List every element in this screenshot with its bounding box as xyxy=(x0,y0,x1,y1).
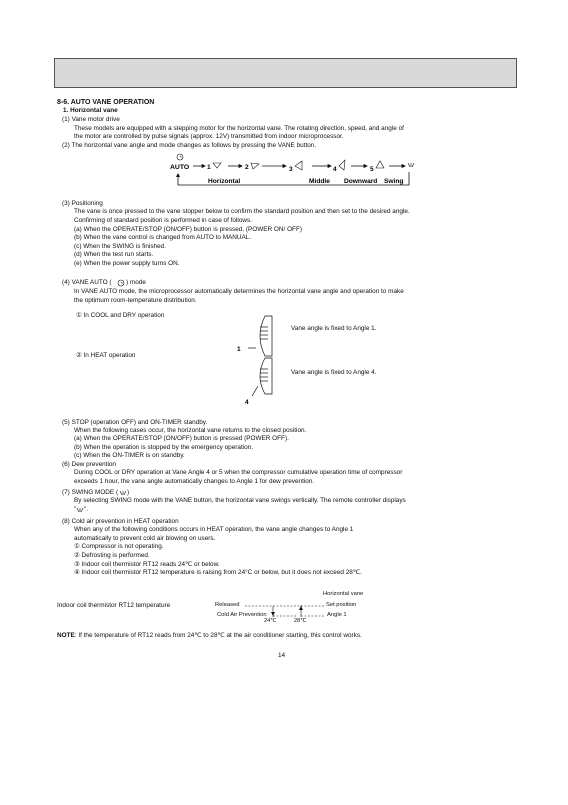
cycle-angle-1: 1 xyxy=(207,164,211,171)
cycle-label-horizontal: Horizontal xyxy=(208,178,241,185)
horizontal-vane-label: Horizontal vane xyxy=(323,591,364,597)
item-3-line-2: Confirming of standard position is performed in case of follows. xyxy=(74,217,252,224)
item-6-title: (6) Dew prevention xyxy=(62,461,116,468)
item-7-line-1: By selecting SWING mode with the VANE button, the horizontal vane swings vertically. The remote controller displays xyxy=(74,497,406,504)
item-3-d: (d) When the test run starts. xyxy=(74,251,154,258)
item-5-c: (c) When the ON-TIMER is on standby. xyxy=(74,452,185,459)
item-8-line-1: When any of the following conditions occurs in HEAT operation, the vane angle changes to Angle 1 xyxy=(74,526,354,533)
angle-2-icon xyxy=(251,163,259,169)
note xyxy=(57,632,362,640)
cycle-label-swing: Swing xyxy=(384,178,404,185)
angle-1-label: Angle 1 xyxy=(327,612,347,618)
cycle-label-middle: Middle xyxy=(309,178,330,185)
item-5-line-1: When the following cases occur, the horizontal vane returns to the closed position. xyxy=(74,427,307,434)
vane-auto-inline-icon xyxy=(118,280,124,286)
item-1-line-1: These models are equipped with a stepping motor for the horizontal vane. The rotating direction, speed, and angle of xyxy=(74,125,404,132)
indoor-unit-angle-1-figure xyxy=(248,316,272,356)
angle-1-note: Vane angle is fixed to Angle 1. xyxy=(291,325,377,332)
angle-1-icon xyxy=(213,163,221,168)
item-8-cond-1: ① Compressor is not operating. xyxy=(74,543,164,550)
cool-dry-label: ① In COOL and DRY operation xyxy=(76,312,165,319)
item-6-line-2: exceeds 1 hour, the vane angle automatically changes to Angle 1 for dew prevention. xyxy=(74,478,315,485)
angle-4-icon xyxy=(339,160,345,170)
heat-label: ② In HEAT operation xyxy=(76,352,136,359)
vane-auto-icon xyxy=(177,154,183,160)
item-8-line-2: automatically to prevent cold air blowing on users. xyxy=(74,535,216,542)
subsection-title: 1. Horizontal vane xyxy=(63,107,118,114)
item-3-b: (b) When the vane control is changed from AUTO to MANUAL. xyxy=(74,234,252,241)
swing-display-icon xyxy=(77,508,83,512)
item-3-a: (a) When the OPERATE/STOP (ON/OFF) button is pressed. (POWER ON/ OFF) xyxy=(74,226,302,233)
note-text: : If the temperature of RT12 reads from 24℃ to 28℃ at the air conditioner starting, this control works. xyxy=(74,632,362,639)
temp-28-label: 28℃ xyxy=(294,618,307,624)
section-title: 8-6. AUTO VANE OPERATION xyxy=(57,99,155,106)
angle-3-icon xyxy=(295,161,302,170)
item-1-line-2: the motor are controlled by pulse signals (approx. 12V) transmitted from indoor microprocessor. xyxy=(74,133,344,140)
item-3-title: (3) Positioning xyxy=(62,200,103,207)
swing-inline-icon xyxy=(120,491,126,495)
down-arrow xyxy=(271,612,275,616)
cycle-angle-5: 5 xyxy=(370,166,374,173)
item-8-cond-2: ② Defrosting is performed. xyxy=(74,552,150,559)
cycle-angle-4: 4 xyxy=(333,166,337,173)
cycle-auto: AUTO xyxy=(170,164,190,171)
item-4-line-2: the optimum room-temperature distribution. xyxy=(74,297,197,304)
item-7-line-2-post: ". xyxy=(84,506,89,513)
page-number: 14 xyxy=(278,652,286,659)
cold-air-prevention-label: Cold Air Prevention xyxy=(217,612,267,618)
cycle-angle-3: 3 xyxy=(289,166,293,173)
item-4-line-1: In VANE AUTO mode, the microprocessor automatically determines the horizontal vane angle and operation to make xyxy=(74,288,404,295)
item-3-line-1: The vane is once pressed to the vane stopper below to confirm the standard position and then set to the desired angle. xyxy=(74,208,410,215)
item-1-title: (1) Vane motor drive xyxy=(62,116,120,123)
item-8-cond-3: ③ Indoor coil thermistor RT12 reads 24℃ or below. xyxy=(74,561,220,568)
swing-icon xyxy=(408,163,414,167)
released-label: Released xyxy=(215,602,240,608)
cycle-label-downward: Downward xyxy=(344,178,378,185)
item-5-b: (b) When the operation is stopped by the emergency operation. xyxy=(74,444,254,451)
set-position-label: Set position xyxy=(326,602,357,608)
note-label: NOTE xyxy=(57,632,75,639)
cycle-angle-2: 2 xyxy=(245,164,249,171)
figure-label-4: 4 xyxy=(245,399,249,406)
item-7-title-pre: (7) SWING MODE ( xyxy=(62,489,119,496)
indoor-unit-angle-4-figure xyxy=(252,358,272,396)
thermistor-label: Indoor coil thermistor RT12 temperature xyxy=(57,602,171,609)
item-4-title-pre: (4) VANE AUTO ( xyxy=(62,279,112,286)
item-5-a: (a) When the OPERATE/STOP (ON/OFF) button is pressed (POWER OFF). xyxy=(74,435,289,442)
temp-24-label: 24℃ xyxy=(264,618,277,624)
up-arrow xyxy=(299,606,303,610)
angle-5-icon xyxy=(376,161,384,168)
item-5-title: (5) STOP (operation OFF) and ON-TIMER standby. xyxy=(62,419,208,426)
item-2-title: (2) The horizontal vane angle and mode changes as follows by pressing the VANE button. xyxy=(62,142,317,149)
item-8-cond-4: ④ Indoor coil thermistor RT12 temperature is raising from 24°C or below, but it does not exceed 28℃. xyxy=(74,569,362,576)
item-3-c: (c) When the SWING is finished. xyxy=(74,243,166,250)
item-6-line-1: During COOL or DRY operation at Vane Angle 4 or 5 when the compressor cumulative operation time of compressor xyxy=(74,469,403,476)
angle-4-note: Vane angle is fixed to Angle 4. xyxy=(291,369,377,376)
item-7-title-post: ) xyxy=(127,489,130,496)
item-8-title: (8) Cold air prevention in HEAT operation xyxy=(62,518,179,525)
figure-label-1: 1 xyxy=(237,346,241,353)
item-7-line-2-pre: " xyxy=(74,506,77,513)
item-3-e: (e) When the power supply turns ON. xyxy=(74,260,180,267)
item-4-title-post: ) mode xyxy=(126,279,146,286)
